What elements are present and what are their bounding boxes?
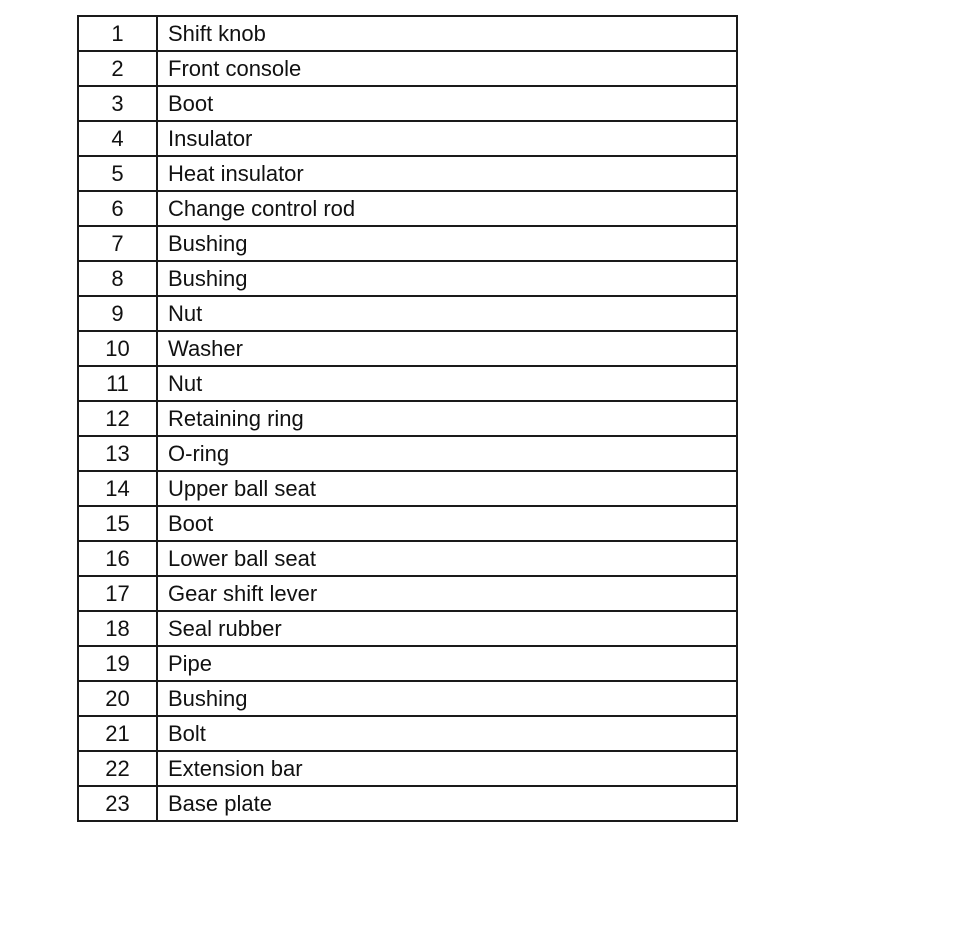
table-row	[78, 401, 737, 436]
part-name: Shift knob	[157, 16, 737, 51]
table-row	[78, 16, 737, 51]
table-row	[78, 331, 737, 366]
part-number: 9	[78, 296, 157, 331]
part-number: 23	[78, 786, 157, 821]
part-number: 17	[78, 576, 157, 611]
table-row	[78, 681, 737, 716]
part-name: Bushing	[157, 681, 737, 716]
part-name: Insulator	[157, 121, 737, 156]
part-number: 7	[78, 226, 157, 261]
part-number: 14	[78, 471, 157, 506]
part-number: 1	[78, 16, 157, 51]
part-name: Lower ball seat	[157, 541, 737, 576]
part-number: 4	[78, 121, 157, 156]
part-name: Boot	[157, 86, 737, 121]
part-number: 2	[78, 51, 157, 86]
part-name: Nut	[157, 366, 737, 401]
part-name: Upper ball seat	[157, 471, 737, 506]
part-number: 20	[78, 681, 157, 716]
table-row	[78, 646, 737, 681]
part-name: Washer	[157, 331, 737, 366]
part-number: 18	[78, 611, 157, 646]
part-number: 11	[78, 366, 157, 401]
table-row	[78, 156, 737, 191]
table-row	[78, 611, 737, 646]
table-row	[78, 716, 737, 751]
table-row	[78, 786, 737, 821]
parts-table	[77, 15, 738, 822]
part-number: 16	[78, 541, 157, 576]
part-number: 19	[78, 646, 157, 681]
table-row	[78, 261, 737, 296]
part-name: Heat insulator	[157, 156, 737, 191]
table-row	[78, 576, 737, 611]
part-number: 6	[78, 191, 157, 226]
part-number: 5	[78, 156, 157, 191]
table-row	[78, 296, 737, 331]
part-name: Bushing	[157, 226, 737, 261]
part-name: Base plate	[157, 786, 737, 821]
table-row	[78, 471, 737, 506]
part-name: Nut	[157, 296, 737, 331]
table-row	[78, 541, 737, 576]
part-name: Retaining ring	[157, 401, 737, 436]
table-row	[78, 121, 737, 156]
table-row	[78, 506, 737, 541]
part-name: Boot	[157, 506, 737, 541]
table-row	[78, 51, 737, 86]
part-number: 15	[78, 506, 157, 541]
table-row	[78, 191, 737, 226]
table-row	[78, 436, 737, 471]
part-number: 13	[78, 436, 157, 471]
table-row	[78, 366, 737, 401]
part-name: Front console	[157, 51, 737, 86]
part-number: 10	[78, 331, 157, 366]
table-row	[78, 751, 737, 786]
part-name: Seal rubber	[157, 611, 737, 646]
part-number: 8	[78, 261, 157, 296]
part-name: Bushing	[157, 261, 737, 296]
table-row	[78, 86, 737, 121]
part-number: 21	[78, 716, 157, 751]
part-name: Gear shift lever	[157, 576, 737, 611]
parts-table-body	[78, 16, 737, 821]
part-number: 22	[78, 751, 157, 786]
part-name: Pipe	[157, 646, 737, 681]
part-name: Extension bar	[157, 751, 737, 786]
table-row	[78, 226, 737, 261]
part-number: 3	[78, 86, 157, 121]
part-number: 12	[78, 401, 157, 436]
part-name: Change control rod	[157, 191, 737, 226]
part-name: Bolt	[157, 716, 737, 751]
part-name: O-ring	[157, 436, 737, 471]
